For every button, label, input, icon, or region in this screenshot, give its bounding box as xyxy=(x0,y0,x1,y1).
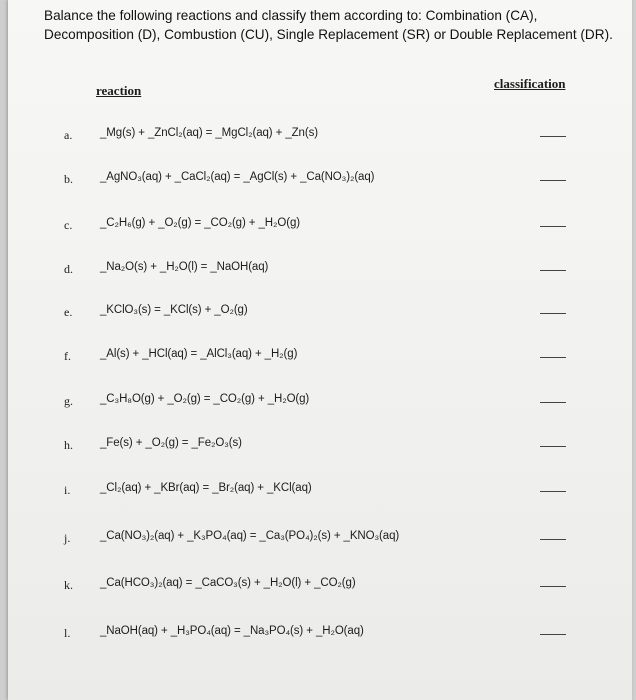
reaction-equation: _Ca(NO₃)₂(aq) + _K₃PO₄(aq) = _Ca₃(PO₄)₂(s) + _KNO₃(aq) xyxy=(100,530,400,542)
classification-blank[interactable] xyxy=(540,136,566,137)
instructions-text: Balance the following reactions and classify them according to: Combination (CA), Decomposition (D), Combustion (CU), Single Replacement (SR) or Double Replacement (DR). xyxy=(44,8,613,42)
row-letter: h. xyxy=(64,438,73,452)
row-letter: c. xyxy=(64,218,73,232)
reaction-equation: _KClO₃(s) = _KCl(s) + _O₂(g) xyxy=(100,304,248,316)
reaction-equation: _AgNO₃(aq) + _CaCl₂(aq) = _AgCl(s) + _Ca(NO₃)₂(aq) xyxy=(100,171,375,183)
classification-blank[interactable] xyxy=(540,634,566,635)
reaction-column-header: reaction xyxy=(96,83,142,98)
reaction-equation: _C₃H₈O(g) + _O₂(g) = _CO₂(g) + _H₂O(g) xyxy=(100,393,310,405)
reaction-equation: _Al(s) + _HCl(aq) = _AlCl₃(aq) + _H₂(g) xyxy=(100,348,298,360)
row-letter: l. xyxy=(64,626,71,640)
reaction-row-h xyxy=(8,438,632,458)
reaction-row-e xyxy=(8,305,632,325)
classification-blank[interactable] xyxy=(540,491,566,492)
reaction-row-a xyxy=(8,128,632,148)
reaction-equation: _Cl₂(aq) + _KBr(aq) = _Br₂(aq) + _KCl(aq) xyxy=(100,482,312,494)
classification-blank[interactable] xyxy=(540,313,566,314)
classification-blank[interactable] xyxy=(540,539,566,540)
classification-blank[interactable] xyxy=(540,180,566,181)
classification-blank[interactable] xyxy=(540,270,566,271)
reaction-equation: _NaOH(aq) + _H₃PO₄(aq) = _Na₃PO₄(s) + _H₂O(aq) xyxy=(100,625,364,637)
row-letter: i. xyxy=(64,483,71,497)
reaction-row-c xyxy=(8,218,632,238)
reaction-equation: _Ca(HCO₃)₂(aq) = _CaCO₃(s) + _H₂O(l) + _CO₂(g) xyxy=(100,577,356,589)
worksheet-page xyxy=(8,0,632,700)
row-letter: g. xyxy=(64,394,73,408)
row-letter: d. xyxy=(64,262,73,276)
reaction-equation: _Mg(s) + _ZnCl₂(aq) = _MgCl₂(aq) + _Zn(s) xyxy=(100,127,318,139)
row-letter: f. xyxy=(64,349,71,363)
row-letter: j. xyxy=(64,531,71,545)
reaction-row-g xyxy=(8,394,632,414)
classification-blank[interactable] xyxy=(540,446,566,447)
reaction-equation: _Na₂O(s) + _H₂O(l) = _NaOH(aq) xyxy=(100,261,269,273)
reaction-row-l xyxy=(8,626,632,646)
classification-blank[interactable] xyxy=(540,586,566,587)
reaction-row-j xyxy=(8,531,632,551)
classification-blank[interactable] xyxy=(540,357,566,358)
reaction-row-k xyxy=(8,578,632,598)
reaction-row-i xyxy=(8,483,632,503)
row-letter: a. xyxy=(64,128,73,142)
reaction-equation: _Fe(s) + _O₂(g) = _Fe₂O₃(s) xyxy=(100,437,242,449)
reaction-row-b xyxy=(8,172,632,192)
row-letter: e. xyxy=(64,305,73,319)
classification-blank[interactable] xyxy=(540,402,566,403)
row-letter: k. xyxy=(64,578,73,592)
reaction-row-f xyxy=(8,349,632,369)
classification-column-header: classification xyxy=(494,76,566,91)
classification-blank[interactable] xyxy=(540,226,566,227)
reaction-equation: _C₂H₆(g) + _O₂(g) = _CO₂(g) + _H₂O(g) xyxy=(100,217,300,229)
row-letter: b. xyxy=(64,172,73,186)
reaction-row-d xyxy=(8,262,632,282)
